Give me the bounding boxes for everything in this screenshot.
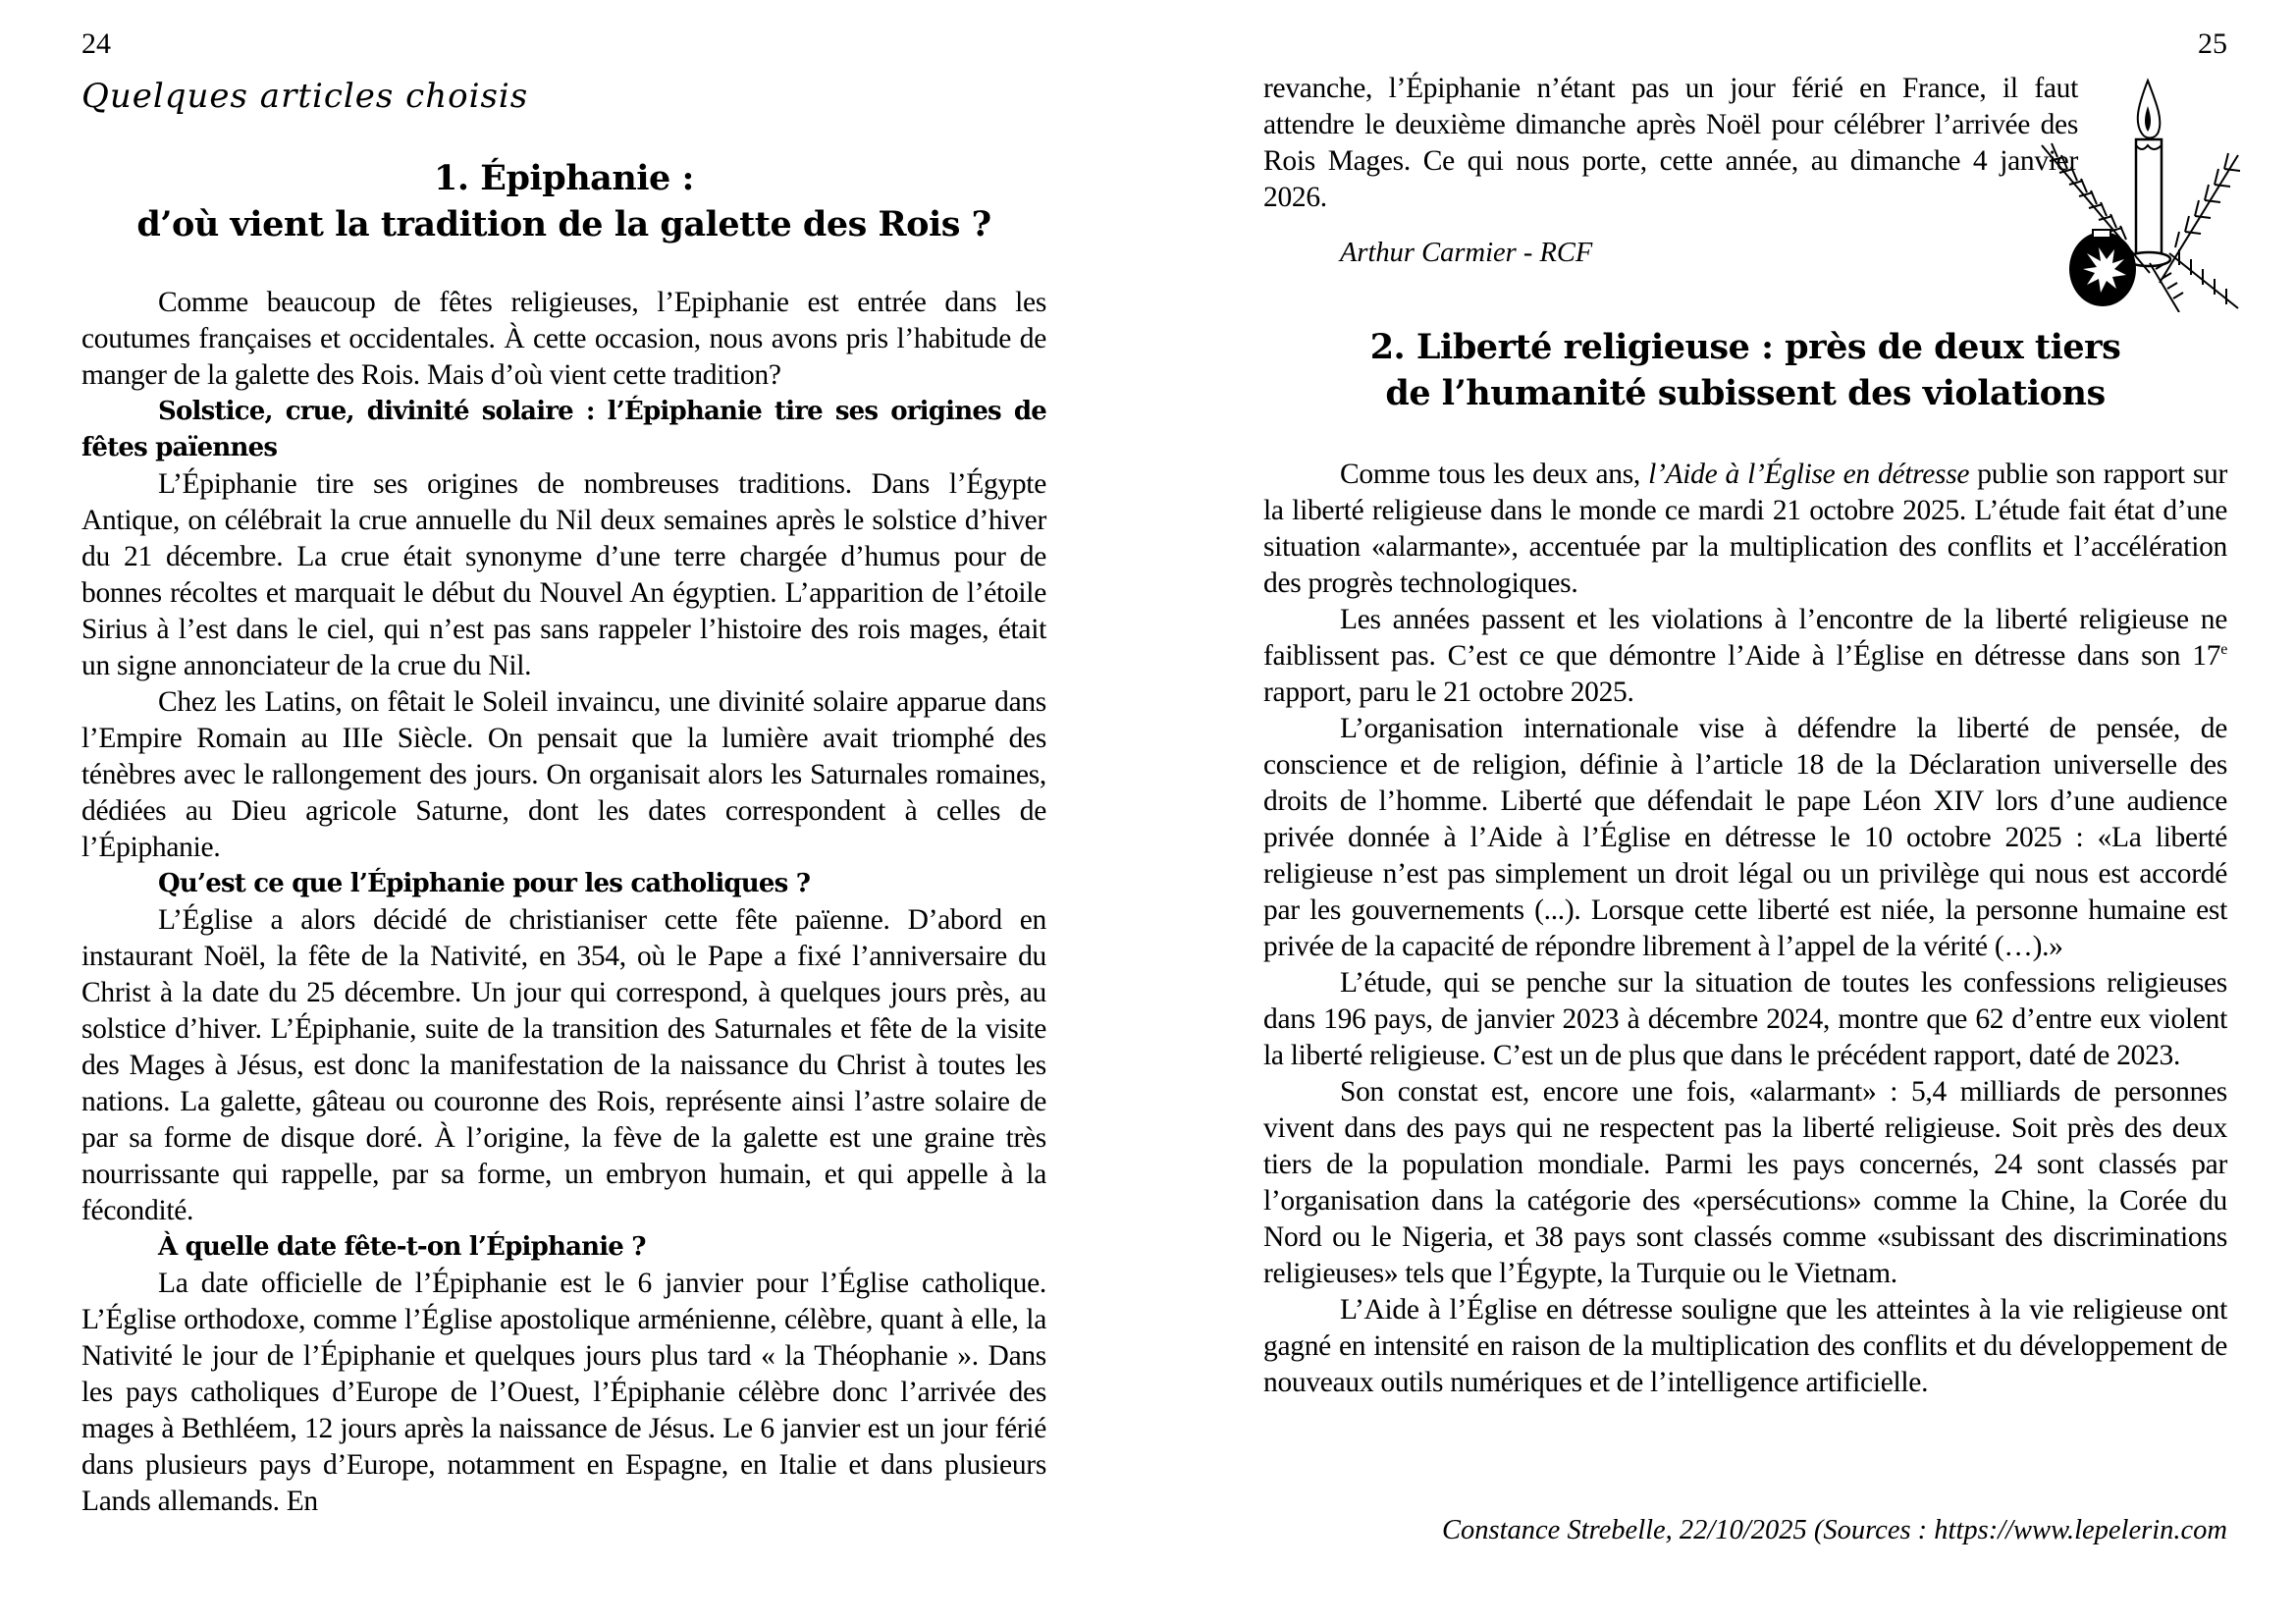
article2-title-line2: de l’humanité subissent des violations xyxy=(1385,373,2106,413)
article1-body xyxy=(81,285,1046,1520)
paragraph: L’Épiphanie tire ses origines de nombreuses traditions. Dans l’Égypte Antique, on célébrait la crue annuelle du Nil deux semaines après le solstice d’hiver du 21 décembre. La crue était synonyme d’une terre chargée d’humus pour de bonnes récoltes et marquait le début du Nouvel An égyptien. L’apparition de l’étoile Sirius à l’est dans le ciel, qui n’est pas sans rappeler l’histoire des rois mages, était un signe annonciateur de la crue du Nil. xyxy=(81,468,1046,681)
paragraph: L’Église a alors décidé de christianiser cette fête païenne. D’abord en instaurant Noël, la fête de la Nativité, en 354, où le Pape a fixé l’anniversaire du Christ à la date du 25 décembre. Un jour qui correspond, à quelques jours près, au solstice d’hiver. L’Épiphanie, suite de la transition des Saturnales et fête de la visite des Mages à Jésus, est donc la manifestation de la naissance du Christ à toutes les nations. La galette, gâteau ou couronne des Rois, représente ainsi l’astre solaire de par sa forme de disque doré. À l’origine, la fève de la galette est une graine très nourrissante qui rappelle, par sa forme, un embryon humain, et qui appelle à la fécondité. xyxy=(81,904,1046,1226)
article2-title-line1: 2. Liberté religieuse : près de deux tiers xyxy=(1369,327,2121,367)
paragraph: La date officielle de l’Épiphanie est le 6 janvier pour l’Église catholique. L’Église orthodoxe, comme l’Église apostolique arménienne, célèbre, quant à elle, la Nativité le jour de l’Épiphanie et quelques jours plus tard « la Théophanie ». Dans les pays catholiques d’Europe de l’Ouest, l’Épiphanie célèbre donc l’arrivée des mages à Bethléem, 12 jours après la naissance de Jésus. Le 6 janvier est un jour férié dans plusieurs pays d’Europe, notamment en Espagne, en Italie et dans plusieurs Lands allemands. En xyxy=(81,1268,1046,1517)
article2-title xyxy=(1263,324,2227,416)
text: rapport, paru le 21 octobre 2025. xyxy=(1263,677,1634,708)
page-number: 25 xyxy=(2198,27,2227,60)
left-page xyxy=(81,0,1046,1624)
paragraph: Chez les Latins, on fêtait le Soleil invaincu, une divinité solaire apparue dans l’Empire Romain au IIIe Siècle. On pensait que la lumière avait triomphé des ténèbres avec le rallongement des jours. On organisait alors les Saturnales romaines, dédiées au Dieu agricole Saturne, dont les dates correspondent à celles de l’Épiphanie. xyxy=(81,686,1046,863)
right-page xyxy=(1263,0,2227,1624)
text: Les années passent et les violations à l’encontre de la liberté religieuse ne faiblissent pas. C’est ce que démontre l’Aide à l’Église en détresse dans son 17 xyxy=(1263,604,2227,672)
article2-credit: Constance Strebelle, 22/10/2025 (Sources : https://www.lepelerin.com xyxy=(1442,1515,2227,1545)
text: Comme tous les deux ans, xyxy=(1340,459,1649,490)
paragraph: Son constat est, encore une fois, «alarmant» : 5,4 milliards de personnes vivent dans des pays qui ne respectent pas la liberté religieuse. Soit près des deux tiers de la population mondiale. Parmi les pays concernés, 24 sont classés par l’organisation dans la catégorie des «persécutions» comme la Chine, la Corée du Nord ou le Nigeria, et 38 pays sont classés comme «subissant des discriminations religieuses» tels que l’Égypte, la Turquie ou le Vietnam. xyxy=(1263,1076,2227,1289)
organisation-name: l’Aide à l’Église en détresse xyxy=(1648,459,1970,490)
article1-continuation xyxy=(1263,71,2078,216)
subheading: À quelle date fête-t-on l’Épiphanie ? xyxy=(158,1232,646,1262)
paragraph xyxy=(1263,457,2227,602)
paragraph xyxy=(1263,602,2227,711)
page-number: 24 xyxy=(81,27,111,60)
section-title: Quelques articles choisis xyxy=(81,77,529,116)
text: publie son rapport sur la liberté religieuse dans le monde ce mardi 21 octobre 2025. L’étude fait état d’une situation «alarmante», accentuée par la multiplication des conflits et l’accélération des progrès technologiques. xyxy=(1263,459,2227,599)
paragraph: revanche, l’Épiphanie n’étant pas un jour férié en France, il faut attendre le deuxième dimanche après Noël pour célébrer l’arrivée des Rois Mages. Ce qui nous porte, cette année, au dimanche 4 janvier 2026. xyxy=(1263,73,2078,213)
article1-title xyxy=(81,155,1046,247)
subheading: Qu’est ce que l’Épiphanie pour les catholiques ? xyxy=(158,869,811,898)
article1-title-line1: 1. Épiphanie : xyxy=(434,158,694,198)
superscript: e xyxy=(2220,641,2227,659)
article1-credit: Arthur Carmier - RCF xyxy=(1340,238,1593,268)
paragraph: Comme beaucoup de fêtes religieuses, l’Epiphanie est entrée dans les coutumes françaises et occidentales. À cette occasion, nous avons pris l’habitude de manger de la galette des Rois. Mais d’où vient cette tradition? xyxy=(81,287,1046,391)
article1-title-line2: d’où vient la tradition de la galette des Rois ? xyxy=(136,204,991,244)
candle-illustration-icon xyxy=(2032,77,2248,312)
article2-body xyxy=(1263,457,2227,1401)
paragraph: L’organisation internationale vise à défendre la liberté de pensée, de conscience et de religion, définie à l’article 18 de la Déclaration universelle des droits de l’homme. Liberté que défendait le pape Léon XIV lors d’une audience privée donnée à l’Aide à l’Église en détresse le 10 octobre 2025 : «La liberté religieuse n’est pas simplement un droit légal ou un privilège qui nous est accordé par les gouvernements (...). Lorsque cette liberté est niée, la personne humaine est privée de la capacité de répondre librement à l’appel de la vérité (…).» xyxy=(1263,713,2227,962)
paragraph: L’étude, qui se penche sur la situation de toutes les confessions religieuses dans 196 pays, de janvier 2023 à décembre 2024, montre que 62 d’entre eux violent la liberté religieuse. C’est un de plus que dans le précédent rapport, daté de 2023. xyxy=(1263,967,2227,1071)
subheading: Solstice, crue, divinité solaire : l’Épiphanie tire ses origines de fêtes païennes xyxy=(81,397,1046,462)
paragraph: L’Aide à l’Église en détresse souligne que les atteintes à la vie religieuse ont gagné en intensité en raison de la multiplication des conflits et du développement de nouveaux outils numériques et de l’intelligence artificielle. xyxy=(1263,1294,2227,1398)
